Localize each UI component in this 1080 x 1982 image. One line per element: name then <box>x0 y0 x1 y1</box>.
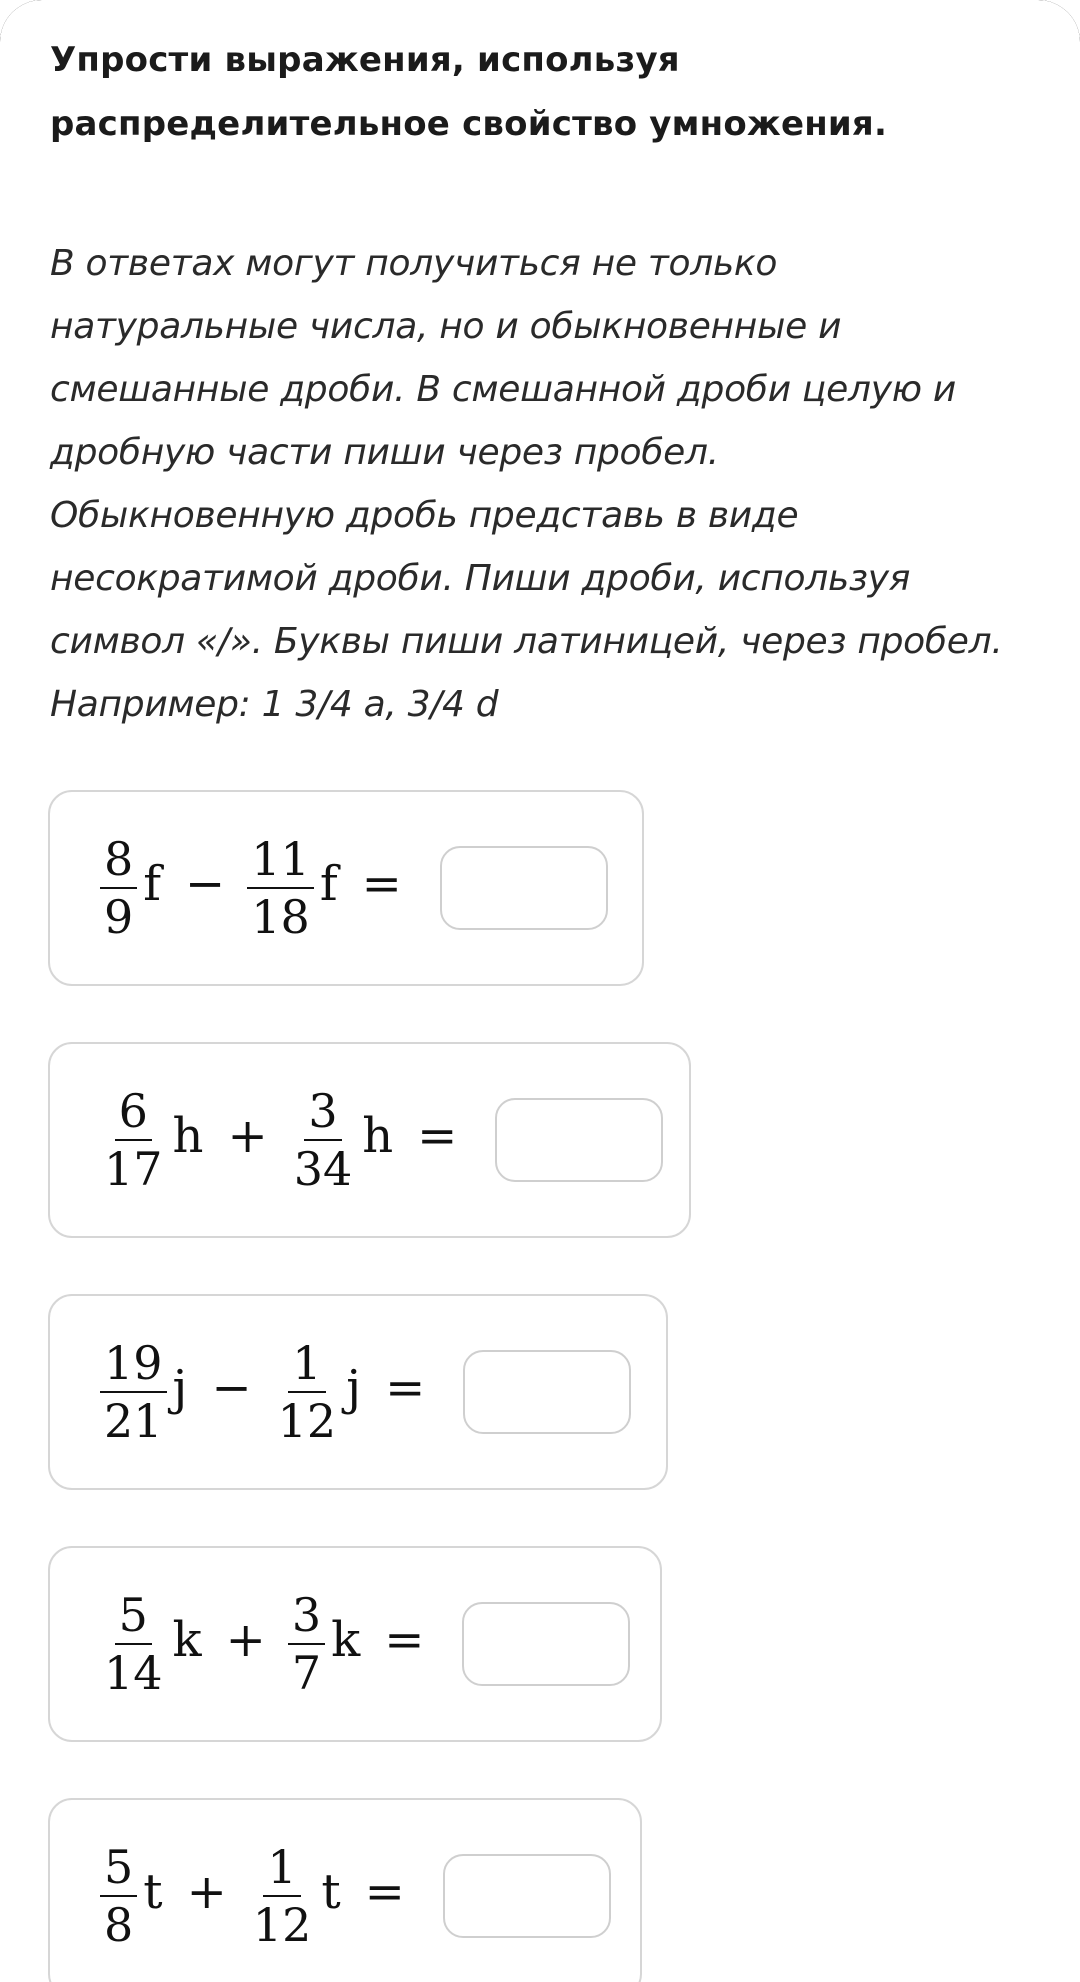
operator: + <box>186 1864 227 1920</box>
fraction-numerator: 3 <box>304 1083 341 1141</box>
fraction <box>100 1083 167 1197</box>
instruction-line: несократимой дроби. Пиши дроби, используя <box>50 558 911 599</box>
answer-input[interactable] <box>463 1350 631 1434</box>
fraction-numerator: 1 <box>263 1839 300 1897</box>
fraction <box>100 1587 167 1701</box>
fraction-denominator: 8 <box>104 1898 134 1952</box>
fraction-denominator: 12 <box>252 1898 312 1952</box>
answer-input[interactable] <box>462 1602 630 1686</box>
fraction-denominator: 21 <box>104 1394 163 1448</box>
instruction-line: дробную части пиши через пробел. <box>50 432 719 473</box>
answer-input[interactable] <box>440 846 608 930</box>
exercise-title <box>50 28 1030 156</box>
instruction-line: смешанные дроби. В смешанной дроби целую и <box>50 369 956 410</box>
fraction-denominator: 14 <box>104 1646 163 1700</box>
instruction-line: Например: 1 3/4 a, 3/4 d <box>50 684 499 725</box>
task-card <box>48 1546 662 1742</box>
title-line: Упрости выражения, используя <box>50 40 680 80</box>
task-card <box>48 1042 691 1238</box>
fraction-numerator: 19 <box>100 1335 167 1393</box>
variable: h <box>362 1108 394 1164</box>
expression <box>98 1548 630 1740</box>
variable: h <box>172 1108 204 1164</box>
fraction <box>247 831 314 945</box>
fraction-numerator: 1 <box>288 1335 325 1393</box>
answer-input[interactable] <box>495 1098 663 1182</box>
fraction-denominator: 12 <box>277 1394 337 1448</box>
fraction-numerator: 3 <box>288 1587 325 1645</box>
fraction <box>249 1839 316 1953</box>
equals-sign: = <box>385 1360 426 1416</box>
fraction-denominator: 18 <box>251 890 310 944</box>
fraction-numerator: 6 <box>115 1083 152 1141</box>
operator: + <box>227 1108 268 1164</box>
fraction <box>290 1083 357 1197</box>
fraction-numerator: 5 <box>100 1839 137 1897</box>
expression <box>98 1800 611 1982</box>
instruction-line: символ «/». Буквы пиши латиницей, через пробел. <box>50 621 1003 662</box>
fraction-denominator: 34 <box>293 1142 353 1196</box>
operator: − <box>185 856 226 912</box>
operator: + <box>225 1612 266 1668</box>
fraction <box>100 1839 137 1953</box>
equals-sign: = <box>417 1108 458 1164</box>
variable: t <box>321 1864 341 1920</box>
variable: k <box>331 1612 361 1668</box>
instruction-line: натуральные числа, но и обыкновенные и <box>50 306 842 347</box>
instructions-text <box>50 232 1050 736</box>
fraction <box>100 1335 167 1449</box>
expression <box>98 792 608 984</box>
variable: f <box>143 856 162 912</box>
task-card <box>48 1798 642 1982</box>
variable: f <box>319 856 338 912</box>
fraction <box>274 1335 341 1449</box>
title-line: распределительное свойство умножения. <box>50 104 888 144</box>
fraction-denominator: 17 <box>104 1142 163 1196</box>
task-card <box>48 1294 668 1490</box>
equals-sign: = <box>364 1864 405 1920</box>
variable: k <box>172 1612 202 1668</box>
equals-sign: = <box>384 1612 425 1668</box>
equals-sign: = <box>361 856 402 912</box>
fraction <box>100 831 137 945</box>
fraction-numerator: 11 <box>247 831 314 889</box>
fraction-numerator: 5 <box>115 1587 152 1645</box>
instruction-line: Обыкновенную дробь представь в виде <box>50 495 799 536</box>
fraction-numerator: 8 <box>100 831 137 889</box>
instruction-line: В ответах могут получиться не только <box>50 243 778 284</box>
fraction-denominator: 9 <box>104 890 134 944</box>
expression <box>98 1044 663 1236</box>
operator: − <box>211 1360 252 1416</box>
expression <box>98 1296 631 1488</box>
answer-input[interactable] <box>443 1854 611 1938</box>
task-card <box>48 790 644 986</box>
fraction <box>288 1587 325 1701</box>
fraction-denominator: 7 <box>291 1646 322 1700</box>
variable: j <box>172 1360 188 1416</box>
variable: j <box>346 1360 362 1416</box>
variable: t <box>143 1864 163 1920</box>
